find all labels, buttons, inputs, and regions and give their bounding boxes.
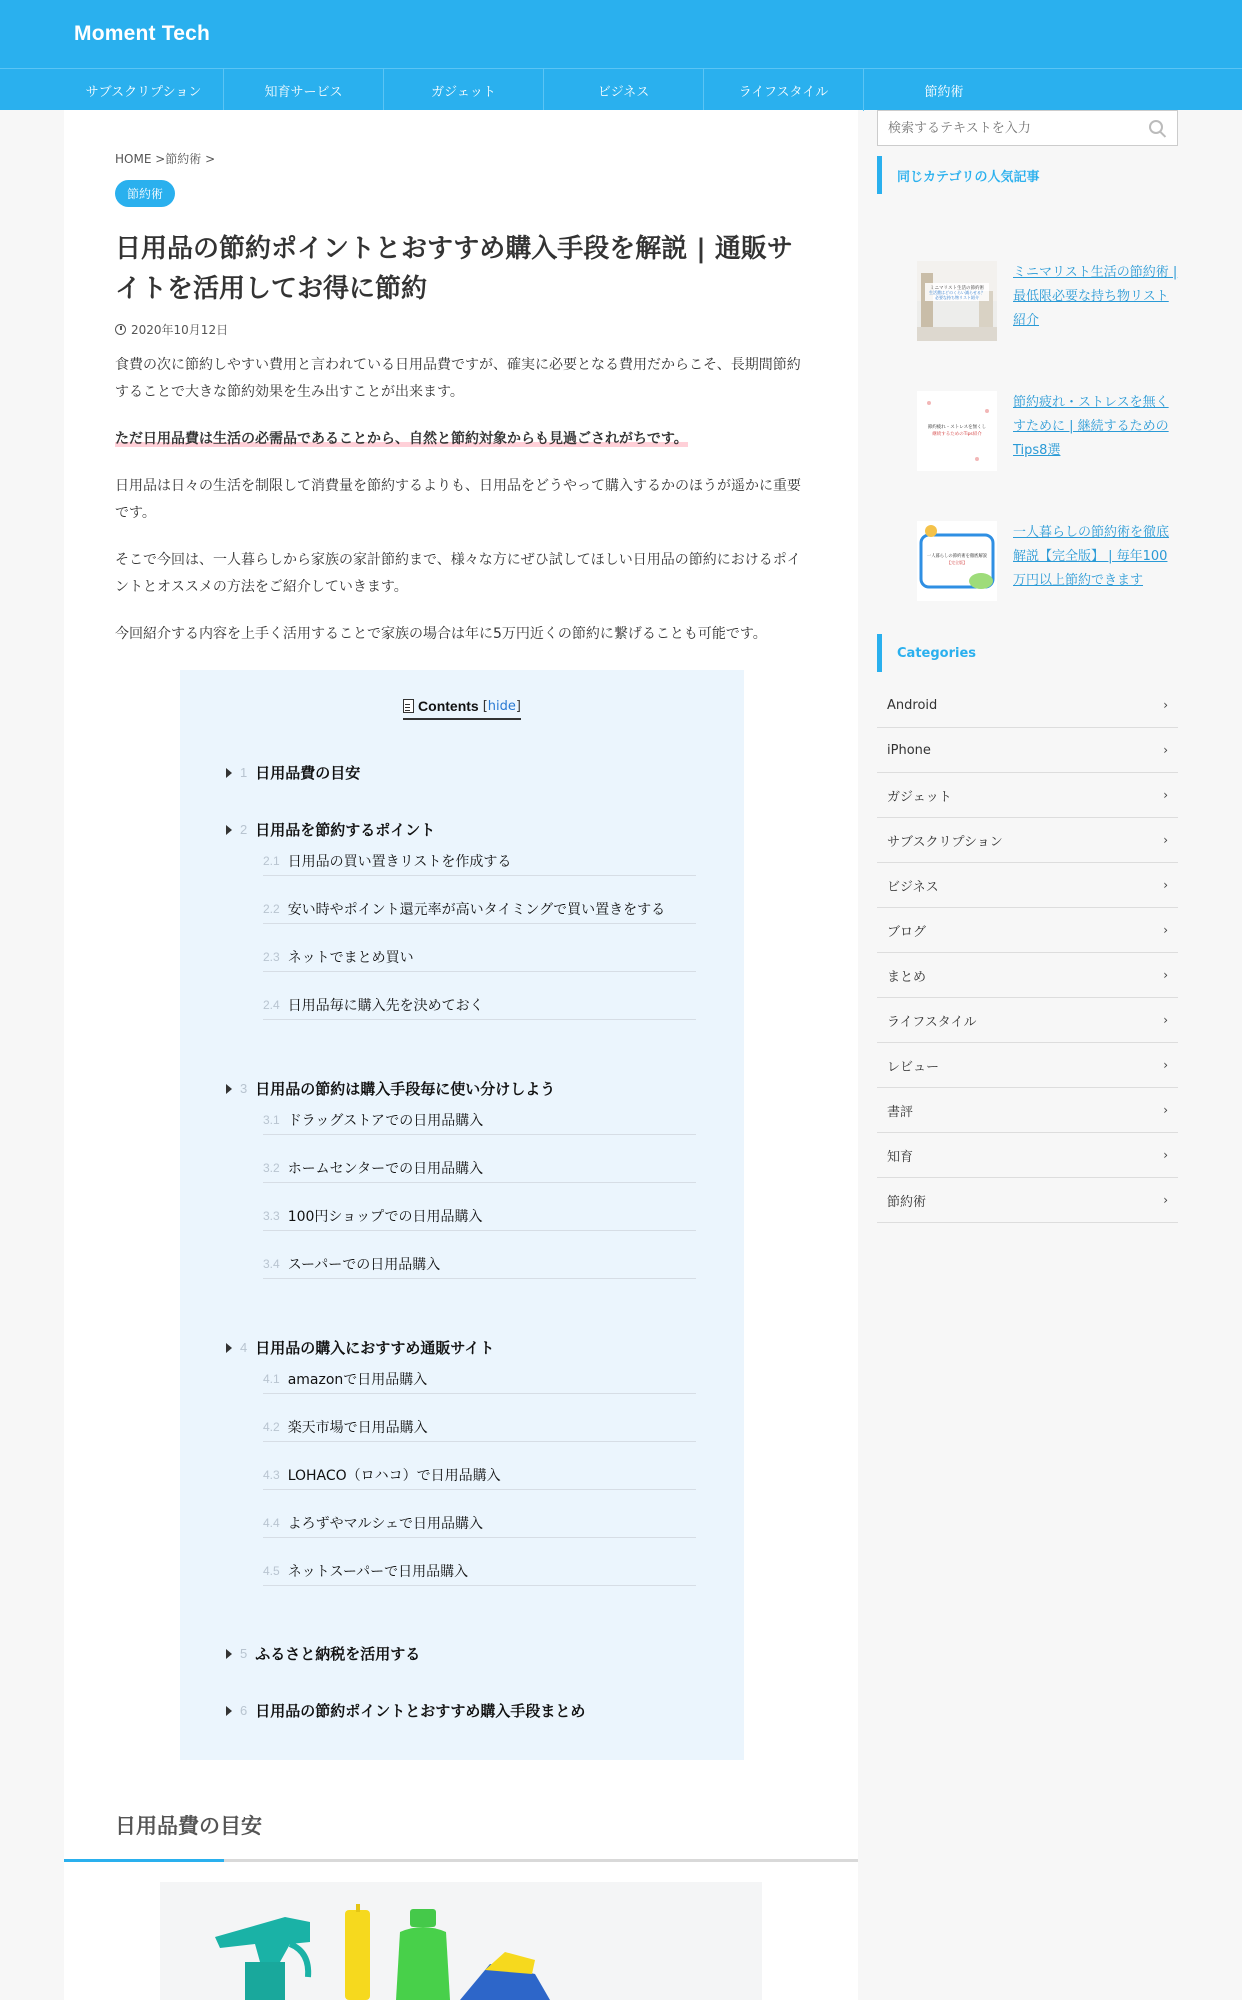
toc-number: 3.4 [263, 1256, 280, 1271]
category-label: レビュー [887, 1059, 940, 1075]
thumb-caption: 継続するためのTips紹介 [932, 432, 982, 437]
toc-subitem[interactable] [263, 1364, 696, 1394]
popular-heading: 同じカテゴリの人気記事 [877, 156, 1179, 194]
toc-number: 2.1 [263, 853, 280, 868]
toc-number: 3 [240, 1081, 248, 1096]
toc-label: 日用品毎に購入先を決めておく [287, 997, 484, 1014]
toc-subitem[interactable] [263, 894, 696, 924]
popular-item [917, 391, 1179, 471]
global-nav [0, 68, 1242, 110]
caret-right-icon [226, 1084, 232, 1094]
category-label: ライフスタイル [887, 1014, 977, 1030]
popular-link[interactable]: 節約疲れ・ストレスを無くすために | 継続するためのTips8選 [1013, 395, 1169, 458]
toc-number: 4.1 [263, 1371, 280, 1386]
category-item[interactable] [877, 1178, 1178, 1223]
toc-label: スーパーでの日用品購入 [287, 1256, 441, 1273]
thumb-caption: 生活費はどのくらい減らせる？ [929, 290, 985, 295]
chevron-right-icon: › [1163, 923, 1168, 937]
category-item[interactable] [877, 1133, 1178, 1178]
solo-living-thumbnail [917, 521, 997, 601]
breadcrumb-separator: > [201, 152, 216, 166]
category-label: 書評 [887, 1104, 914, 1120]
toc-item[interactable] [226, 762, 360, 783]
thumb-caption: 必要な持ち物リスト紹介 [935, 295, 979, 300]
caret-right-icon [226, 768, 232, 778]
toc-bracket: [ [482, 698, 488, 714]
toc-label: ふるさと納税を活用する [255, 1645, 421, 1663]
toc-number: 2 [240, 822, 248, 837]
toc-item[interactable] [226, 1078, 555, 1099]
popular-thumb[interactable] [917, 391, 997, 471]
category-badge[interactable]: 節約術 [115, 180, 175, 207]
toc-number: 3.1 [263, 1112, 280, 1127]
intro-paragraph: 食費の次に節約しやすい費用と言われている日用品費ですが、確実に必要となる費用だからこそ、長期間節約することで大きな節約効果を生み出すことが出来ます。 [115, 357, 801, 400]
section-heading: 日用品費の目安 [115, 1814, 262, 1838]
toc-label: よろずやマルシェで日用品購入 [287, 1515, 484, 1532]
toc-subitem[interactable] [263, 1105, 696, 1135]
chevron-right-icon: › [1163, 743, 1168, 757]
nav-item-education[interactable]: 知育サービス [224, 69, 384, 111]
category-label: サブスクリプション [887, 834, 1003, 850]
article [64, 110, 858, 2000]
toc-number: 3.2 [263, 1160, 280, 1175]
toc-item[interactable] [226, 1337, 494, 1358]
toc-number: 2.3 [263, 949, 280, 964]
popular-link[interactable]: 一人暮らしの節約術を徹底解説【完全版】 | 毎年100万円以上節約できます [1013, 525, 1170, 588]
popular-item [917, 521, 1179, 601]
toc-number: 4.3 [263, 1467, 280, 1482]
popular-thumb[interactable] [917, 521, 997, 601]
toc-subitem[interactable] [263, 1412, 696, 1442]
category-item[interactable] [877, 728, 1178, 773]
post-date [115, 321, 807, 338]
cleaning-products-image [160, 1882, 762, 2000]
toc-number: 4 [240, 1340, 248, 1355]
toc-item[interactable] [226, 1643, 420, 1664]
toc-subitem[interactable] [263, 942, 696, 972]
categories-heading: Categories [877, 634, 1179, 672]
nav-item-subscription[interactable]: サブスクリプション [64, 69, 224, 111]
search-box [877, 110, 1178, 146]
toc-number: 6 [240, 1703, 248, 1718]
toc-number: 4.5 [263, 1563, 280, 1578]
category-item[interactable] [877, 818, 1178, 863]
cleaning-products-illustration [160, 1882, 762, 2000]
body-paragraph: 日用品は日々の生活を制限して消費量を節約するよりも、日用品をどうやって購入するかのほうが遥かに重要です。 [115, 478, 801, 521]
chevron-right-icon: › [1163, 1103, 1168, 1117]
nav-item-business[interactable]: ビジネス [544, 69, 704, 111]
chevron-right-icon: › [1163, 1013, 1168, 1027]
toc-number: 5 [240, 1646, 248, 1661]
toc-label: 100円ショップでの日用品購入 [287, 1208, 483, 1225]
toc-subitem[interactable] [263, 990, 696, 1020]
chevron-right-icon: › [1163, 1148, 1168, 1162]
toc-label: 安い時やポイント還元率が高いタイミングで買い置きをする [287, 901, 666, 918]
category-label: ブログ [887, 924, 927, 940]
toc-title: Contents [418, 698, 479, 714]
chevron-right-icon: › [1163, 833, 1168, 847]
toc-label: ドラッグストアでの日用品購入 [287, 1112, 484, 1129]
category-label: 節約術 [887, 1194, 927, 1210]
category-item[interactable] [877, 683, 1178, 728]
table-of-contents [180, 670, 744, 1760]
toc-subitem[interactable] [263, 1153, 696, 1183]
toc-label: ネットスーパーで日用品購入 [287, 1563, 469, 1580]
toc-label: ホームセンターでの日用品購入 [287, 1160, 484, 1177]
thumb-caption: 【完全版】 [947, 560, 967, 565]
chevron-right-icon: › [1163, 788, 1168, 802]
toc-subitem[interactable] [263, 1201, 696, 1231]
site-header [0, 0, 1242, 68]
toc-label: LOHACO（ロハコ）で日用品購入 [287, 1467, 501, 1484]
toc-number: 3.3 [263, 1208, 280, 1223]
body-paragraph: そこで今回は、一人暮らしから家族の家計節約まで、様々な方にぜひ試してほしい日用品の節約におけるポイントとオススメの方法をご紹介していきます。 [115, 552, 801, 595]
chevron-right-icon: › [1163, 1193, 1168, 1207]
category-label: まとめ [887, 969, 927, 985]
chevron-right-icon: › [1163, 1058, 1168, 1072]
toc-label: 日用品の購入におすすめ通販サイト [255, 1339, 495, 1357]
body-paragraph: 今回紹介する内容を上手く活用することで家族の場合は年に5万円近くの節約に繋げることも可能です。 [115, 626, 767, 642]
toc-item[interactable] [226, 1700, 585, 1721]
popular-thumb[interactable] [917, 261, 997, 341]
caret-right-icon [226, 1706, 232, 1716]
thumb-caption: 一人暮らしの節約術を徹底解説 [926, 554, 988, 559]
thumb-caption: 節約疲れ・ストレスを無くし [927, 425, 987, 430]
caret-right-icon [226, 825, 232, 835]
toc-subitem[interactable] [263, 1556, 696, 1586]
category-item[interactable] [877, 1088, 1178, 1133]
chevron-right-icon: › [1163, 878, 1168, 892]
toc-label: 楽天市場で日用品購入 [287, 1419, 428, 1436]
category-item[interactable] [877, 998, 1178, 1043]
chevron-right-icon: › [1163, 698, 1168, 712]
site-title[interactable]: Moment Tech [74, 22, 210, 45]
toc-number: 4.2 [263, 1419, 280, 1434]
search-input[interactable] [878, 111, 1177, 145]
category-item[interactable] [877, 908, 1178, 953]
breadcrumb [115, 150, 807, 168]
caret-right-icon [226, 1649, 232, 1659]
caret-right-icon [226, 1343, 232, 1353]
toc-label: ネットでまとめ買い [287, 949, 414, 966]
breadcrumb-category[interactable]: 節約術 [165, 152, 202, 166]
toc-number: 1 [240, 765, 248, 780]
toc-label: 日用品費の目安 [255, 764, 361, 782]
category-label: Android [887, 697, 938, 713]
popular-item [917, 261, 1179, 341]
sidebar [877, 110, 1179, 1210]
toc-label: amazonで日用品購入 [287, 1371, 428, 1388]
category-label: 知育 [887, 1149, 914, 1165]
search-icon[interactable] [1149, 120, 1163, 134]
toc-bracket: ] [515, 698, 521, 714]
page-title: 日用品の節約ポイントとおすすめ購入手段を解説 | 通販サイトを活用してお得に節約 [115, 234, 793, 304]
heading-underline-accent [64, 1859, 224, 1862]
category-item[interactable] [877, 773, 1178, 818]
nav-item-gadget[interactable]: ガジェット [384, 69, 544, 111]
category-label: iPhone [887, 742, 931, 758]
toc-label: 日用品の買い置きリストを作成する [287, 853, 512, 870]
nav-item-saving[interactable]: 節約術 [924, 84, 964, 100]
breadcrumb-separator: > [151, 152, 166, 166]
toc-number: 4.4 [263, 1515, 280, 1530]
toc-label: 日用品を節約するポイント [255, 821, 436, 839]
breadcrumb-home[interactable]: HOME [115, 152, 152, 166]
nav-item-lifestyle[interactable]: ライフスタイル [704, 69, 864, 111]
highlight-paragraph [115, 426, 807, 453]
saving-fatigue-thumbnail [917, 391, 997, 471]
category-label: ガジェット [887, 789, 952, 805]
minimalist-room-thumbnail [917, 261, 997, 341]
toc-label: 日用品の節約は購入手段毎に使い分けしよう [255, 1080, 556, 1098]
chevron-right-icon: › [1163, 968, 1168, 982]
toc-subitem[interactable] [263, 1249, 696, 1279]
clock-icon [115, 324, 126, 335]
toc-number: 2.4 [263, 997, 280, 1012]
category-item[interactable] [877, 1043, 1178, 1088]
popular-link[interactable]: ミニマリスト生活の節約術 | 最低限必要な持ち物リスト紹介 [1013, 265, 1178, 328]
post-date-text: 2020年10月12日 [131, 323, 229, 337]
category-item[interactable] [877, 863, 1178, 908]
toc-number: 2.2 [263, 901, 280, 916]
toc-hide-link[interactable]: hide [487, 698, 516, 714]
toc-item[interactable] [226, 819, 435, 840]
category-list [877, 683, 1178, 1223]
toc-header [180, 698, 744, 720]
thumb-caption: ミニマリスト生活の節約術 [930, 286, 984, 291]
toc-label: 日用品の節約ポイントとおすすめ購入手段まとめ [255, 1702, 586, 1720]
toc-subitem[interactable] [263, 1508, 696, 1538]
highlight-text: ただ日用品費は生活の必需品であることから、自然と節約対象からも見過ごされがちです。 [115, 431, 688, 447]
toc-subitem[interactable] [263, 846, 696, 876]
category-item[interactable] [877, 953, 1178, 998]
category-label: ビジネス [887, 879, 939, 895]
toc-subitem[interactable] [263, 1460, 696, 1490]
document-icon [403, 699, 414, 713]
